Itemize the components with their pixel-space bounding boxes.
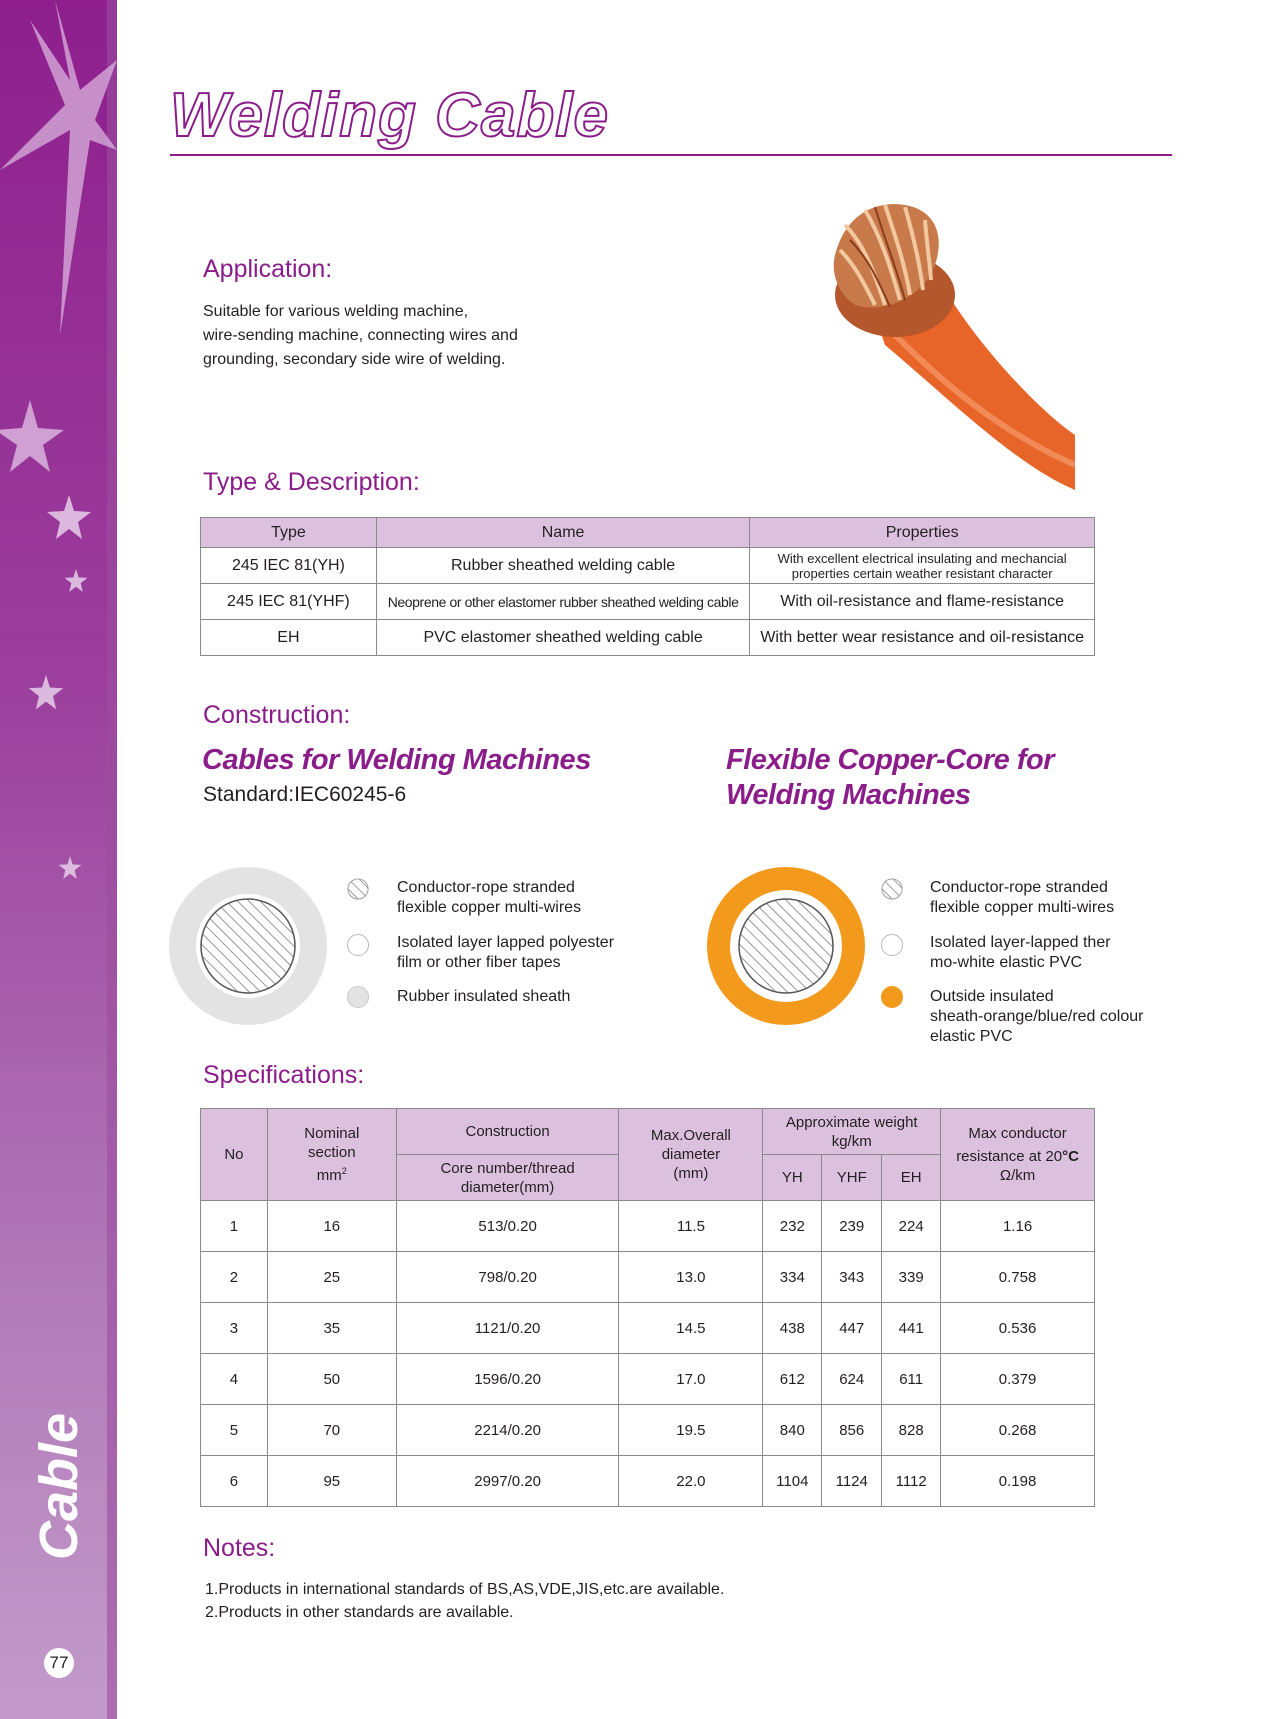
header-line: Core number/thread	[440, 1159, 575, 1177]
header-weight	[763, 1109, 941, 1155]
header-line: diameter(mm)	[460, 1178, 555, 1196]
legend-conductor	[397, 878, 581, 918]
notes-heading: Notes:	[203, 1534, 276, 1562]
cell-core: 513/0.20	[396, 1201, 619, 1252]
table-row	[201, 1456, 1095, 1507]
cell-properties: With better wear resistance and oil-resistance	[750, 620, 1095, 656]
cell-eh: 441	[882, 1303, 941, 1354]
header-core-thread	[396, 1155, 619, 1201]
table-row	[201, 548, 1095, 584]
header-line	[941, 1147, 1094, 1166]
header-nominal-section	[267, 1109, 396, 1201]
legend-line: Rubber insulated sheath	[397, 988, 571, 1005]
cell-type: 245 IEC 81(YH)	[201, 548, 377, 584]
application-line: Suitable for various welding machine,	[203, 303, 469, 320]
header-eh: EH	[882, 1155, 941, 1201]
specifications-table	[200, 1108, 1095, 1507]
cell-section: 35	[267, 1303, 396, 1354]
cell-eh: 339	[882, 1252, 941, 1303]
table-row	[201, 1405, 1095, 1456]
table-row	[201, 620, 1095, 656]
page-number: 77	[44, 1648, 74, 1678]
white-circle-icon	[347, 934, 369, 956]
header-properties: Properties	[750, 518, 1095, 548]
header-line: Approximate weight	[785, 1113, 918, 1131]
cell-resistance: 0.758	[941, 1252, 1095, 1303]
legend-line: Conductor-rope stranded	[930, 879, 1108, 896]
cell-type: 245 IEC 81(YHF)	[201, 584, 377, 620]
orange-circle-icon	[881, 986, 903, 1008]
cell-yh: 840	[763, 1405, 822, 1456]
legend-conductor	[930, 878, 1114, 918]
gray-circle-icon	[347, 986, 369, 1008]
cell-yhf: 239	[822, 1201, 882, 1252]
header-construction: Construction	[396, 1109, 619, 1155]
right-construction-title-line: Flexible Copper-Core for	[726, 744, 1054, 776]
header-type: Type	[201, 518, 377, 548]
cell-section: 70	[267, 1405, 396, 1456]
type-description-table	[200, 517, 1095, 656]
table-header-row	[201, 518, 1095, 548]
cell-eh: 611	[882, 1354, 941, 1405]
cell-no: 4	[201, 1354, 268, 1405]
header-yhf: YHF	[822, 1155, 882, 1201]
legend-outside-sheath	[930, 987, 1143, 1047]
cell-resistance: 0.379	[941, 1354, 1095, 1405]
specifications-heading: Specifications:	[203, 1061, 365, 1089]
cell-name: PVC elastomer sheathed welding cable	[376, 620, 750, 656]
cell-section: 50	[267, 1354, 396, 1405]
header-resistance	[941, 1109, 1095, 1201]
legend-rubber-sheath	[397, 987, 570, 1007]
star-icon	[64, 569, 88, 593]
header-line: Ω/km	[999, 1167, 1036, 1184]
cell-yh: 612	[763, 1354, 822, 1405]
table-row	[201, 584, 1095, 620]
application-line: wire-sending machine, connecting wires and	[203, 327, 518, 344]
legend-isolated-layer	[397, 933, 614, 973]
star-icon	[28, 675, 64, 711]
hatched-circle-icon	[881, 878, 903, 900]
cell-yhf: 624	[822, 1354, 882, 1405]
cell-resistance: 1.16	[941, 1201, 1095, 1252]
cell-properties: With oil-resistance and flame-resistance	[750, 584, 1095, 620]
header-no: No	[201, 1109, 268, 1201]
table-row	[201, 1252, 1095, 1303]
type-description-heading: Type & Description:	[203, 468, 420, 496]
legend-line: Isolated layer lapped polyester	[397, 934, 615, 951]
cell-diameter: 11.5	[619, 1201, 763, 1252]
left-construction-title: Cables for Welding Machines	[202, 744, 591, 776]
legend-line: flexible copper multi-wires	[930, 899, 1115, 916]
cell-diameter: 22.0	[619, 1456, 763, 1507]
hatched-circle-icon	[347, 878, 369, 900]
cell-section: 95	[267, 1456, 396, 1507]
header-line: (mm)	[673, 1165, 709, 1182]
header-unit: mm	[316, 1167, 342, 1184]
cell-core: 1596/0.20	[396, 1354, 619, 1405]
cell-name: Neoprene or other elastomer rubber sheathed welding cable	[376, 584, 750, 620]
cell-diameter: 17.0	[619, 1354, 763, 1405]
pvc-cable-cross-section	[706, 866, 866, 1026]
header-line: kg/km	[831, 1132, 872, 1150]
rubber-cable-cross-section	[168, 866, 328, 1026]
side-label: Cable	[29, 1412, 89, 1560]
header-resistance-text: resistance at 20	[956, 1148, 1063, 1165]
cell-resistance: 0.536	[941, 1303, 1095, 1354]
cell-yh: 438	[763, 1303, 822, 1354]
cable-photo	[785, 195, 1075, 495]
legend-line: mo-white elastic PVC	[930, 954, 1083, 971]
cell-resistance: 0.268	[941, 1405, 1095, 1456]
legend-line: elastic PVC	[930, 1028, 1013, 1045]
cell-core: 2214/0.20	[396, 1405, 619, 1456]
left-standard: Standard:IEC60245-6	[203, 783, 407, 806]
legend-line: sheath-orange/blue/red colour	[930, 1008, 1144, 1025]
legend-line: Isolated layer-lapped ther	[930, 934, 1111, 951]
construction-heading: Construction:	[203, 701, 351, 729]
cell-core: 2997/0.20	[396, 1456, 619, 1507]
star-icon	[0, 400, 70, 480]
cell-eh: 828	[882, 1405, 941, 1456]
cell-section: 16	[267, 1201, 396, 1252]
cell-no: 1	[201, 1201, 268, 1252]
header-line: Max conductor	[968, 1125, 1067, 1142]
legend-line: film or other fiber tapes	[397, 954, 561, 971]
application-heading: Application:	[203, 255, 333, 283]
header-unit-sup: 2	[341, 1166, 347, 1176]
cell-resistance: 0.198	[941, 1456, 1095, 1507]
header-name: Name	[376, 518, 750, 548]
cell-yh: 232	[763, 1201, 822, 1252]
legend-line: flexible copper multi-wires	[397, 899, 582, 916]
cell-name: Rubber sheathed welding cable	[376, 548, 750, 584]
header-resistance-unit: °C	[1062, 1148, 1079, 1165]
table-row	[201, 1201, 1095, 1252]
legend-line: Outside insulated	[930, 988, 1054, 1005]
cell-yhf: 856	[822, 1405, 882, 1456]
cell-no: 2	[201, 1252, 268, 1303]
cell-core: 1121/0.20	[396, 1303, 619, 1354]
cell-no: 5	[201, 1405, 268, 1456]
sidebar	[0, 0, 117, 1719]
header-line: section	[308, 1144, 356, 1161]
white-circle-icon	[881, 934, 903, 956]
header-max-diameter	[619, 1109, 763, 1201]
legend-isolated-layer	[930, 933, 1111, 973]
starburst-icon	[0, 0, 117, 340]
header-line: Max.Overall	[650, 1127, 731, 1144]
cell-type: EH	[201, 620, 377, 656]
page-title: Welding Cable	[170, 81, 610, 150]
header-line: Nominal	[304, 1125, 360, 1142]
note-item: 2.Products in other standards are available.	[205, 1604, 514, 1621]
cell-properties: With excellent electrical insulating and mechancial properties certain weather resistant character	[750, 548, 1095, 584]
cell-eh: 1112	[882, 1456, 941, 1507]
header-yh: YH	[763, 1155, 822, 1201]
star-icon	[58, 856, 82, 880]
application-line: grounding, secondary side wire of welding.	[203, 351, 506, 368]
right-construction-title-line: Welding Machines	[726, 779, 971, 811]
notes-list	[205, 1578, 724, 1624]
cell-yhf: 343	[822, 1252, 882, 1303]
cell-yh: 1104	[763, 1456, 822, 1507]
star-icon	[46, 495, 92, 541]
note-item: 1.Products in international standards of BS,AS,VDE,JIS,etc.are available.	[205, 1581, 725, 1598]
legend-line: Conductor-rope stranded	[397, 879, 575, 896]
title-rule	[170, 154, 1172, 156]
cell-yhf: 447	[822, 1303, 882, 1354]
header-line: diameter	[661, 1146, 721, 1163]
application-text	[203, 300, 518, 372]
cell-yh: 334	[763, 1252, 822, 1303]
table-row	[201, 1354, 1095, 1405]
cell-section: 25	[267, 1252, 396, 1303]
cell-diameter: 14.5	[619, 1303, 763, 1354]
table-row	[201, 1303, 1095, 1354]
header-line	[268, 1162, 396, 1185]
cell-yhf: 1124	[822, 1456, 882, 1507]
cell-eh: 224	[882, 1201, 941, 1252]
cell-no: 6	[201, 1456, 268, 1507]
cell-diameter: 19.5	[619, 1405, 763, 1456]
specifications-body	[201, 1201, 1095, 1507]
table-header-row	[201, 1109, 1095, 1155]
cell-core: 798/0.20	[396, 1252, 619, 1303]
cell-diameter: 13.0	[619, 1252, 763, 1303]
cell-no: 3	[201, 1303, 268, 1354]
